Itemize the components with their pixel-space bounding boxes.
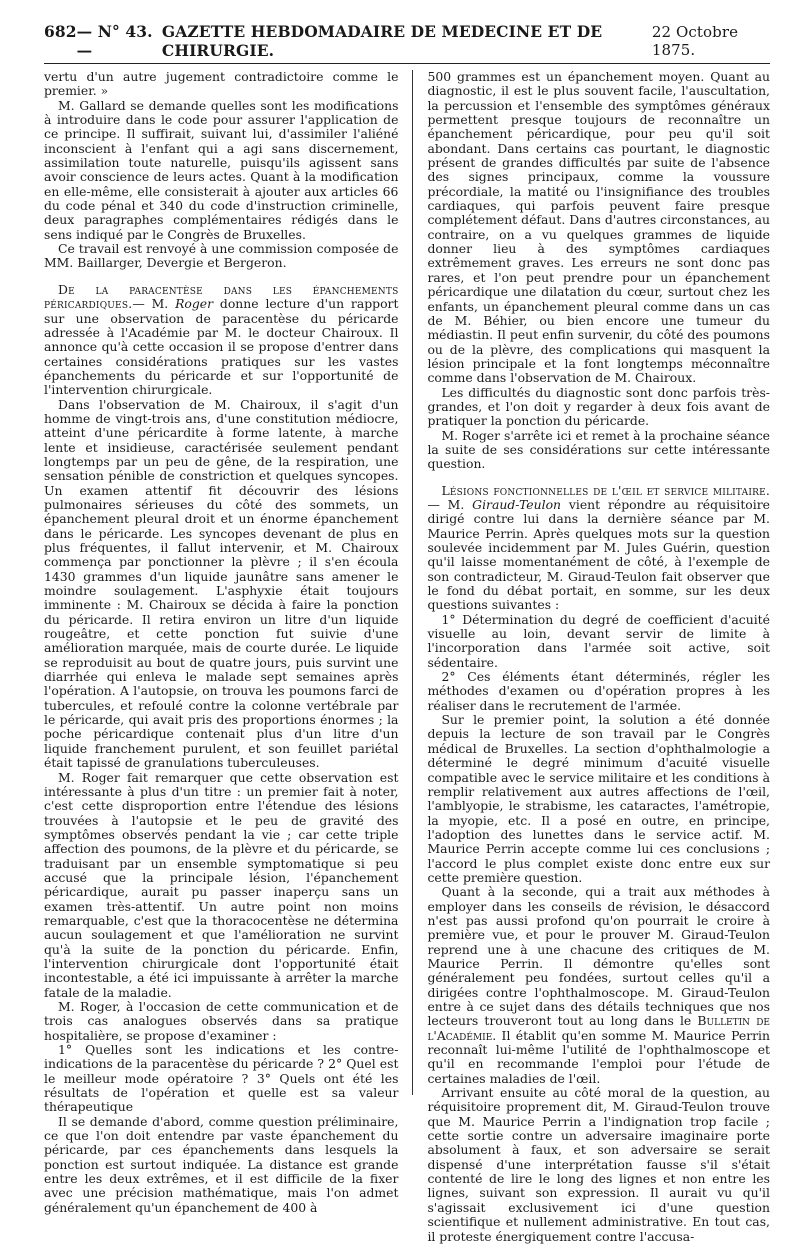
bulletin-reference: Bulletin de l'Académie — [427, 1013, 770, 1043]
section-title: De la paracentèse dans les épanchements péricardiques. — [44, 281, 399, 312]
paragraph: Sur le premier point, la solution a été donnée depuis la lecture de son travail par le Congrès médical de Bruxelles. La section d'ophthalmologie a déterminé le degré minimum d'acuité visuelle compatible avec le service militaire et les conditions à remplir relativement aux autres affections de l'œil, l'amblyopie, le strabisme, les cataractes, l'amétropie, la myopie, etc. Il a posé en outre, en principe, l'adoption des lunettes dans le service actif. M. Maurice Perrin accepte comme lui ces conclusions ; l'accord le plus complet existe donc entre eux sur cette première question. — [427, 712, 770, 885]
section-intro — [427, 484, 770, 613]
section-text: vient répondre au réquisitoire dirigé contre lui dans la dernière séance par M. Maurice Perrin. Après quelques mots sur la question soulevée incidemment par M. Jules Guérin, question qu'il laisse momentanément de côté, à l'exemple de son contradicteur, M. Giraud-Teulon fait observer que le fond du débat portait, en somme, sur les deux questions suivantes : — [427, 496, 770, 613]
paragraph: vertu d'un autre jugement contradictoire comme le premier. » — [44, 69, 399, 99]
paragraph: 500 grammes est un épanchement moyen. Quant au diagnostic, il est le plus souvent facile, l'auscultation, la percussion et l'ensemble des symptômes généraux permettent presque toujours de reconnaître un épanchement péricardique, pour peu qu'il soit abondant. Dans certains cas pourtant, le diagnostic présent de grandes difficultés par suite de l'absence des signes principaux, comme la voussure précordiale, la matité ou l'insignifiance des troubles cardiaques, qui parfois peuvent faire presque complétement défaut. Dans d'autres circonstances, au contraire, on a vu quelques grammes de liquide donner lieu à des symptômes cardiaques extrêmement graves. Les erreurs ne sont donc pas rares, et l'on peut prendre pour un épanchement péricardique une dilatation du cœur, surtout chez les enfants, un épanchement pleural comme dans un cas de M. Béhier, ou bien encore une tumeur du médiastin. Il peut enfin survenir, du côté des poumons ou de la plèvre, des complications qui masquent la lésion principale et la font longtemps méconnaître comme dans l'observation de M. Chairoux. — [427, 69, 770, 386]
column-divider — [412, 70, 413, 1095]
text-columns — [44, 69, 770, 1244]
section-text: donne lecture d'un rapport sur une observation de paracentèse du péricarde adressée à l'Académie par M. le docteur Chairoux. Il annonce qu'à cette occasion il se propose d'entrer dans certaines considérations pratiques sur les vastes épanchements du péricarde et sur l'opportunité de l'intervention chirurgicale. — [44, 296, 399, 398]
issue-date: 22 Octobre 1875. — [651, 23, 739, 59]
paragraph: M. Roger fait remarquer que cette observation est intéressante à plus d'un titre : un premier fait à noter, c'est cette disproportion entre l'étendue des lésions trouvées à l'autopsie et le peu de gravité des symptômes observés pendant la vie ; car cette triple affection des poumons, de la plèvre et du péricarde, se traduisant par un ensemble symptomatique si peu accusé que la principale lésion, l'épanchement péricardique, aurait pu passer inaperçu sans un examen très-attentif. Un autre point non moins remarquable, c'est que la thoracocentèse ne détermina aucun soulagement et que l'amélioration ne survint qu'à la suite de la ponction du péricarde. Enfin, l'intervention chirurgicale dont l'opportunité était incontestable, a été ici impuissante à arrêter la marche fatale de la maladie. — [44, 769, 399, 1000]
paragraph: 1° Détermination du degré de coefficient d'acuité visuelle au loin, devant servir de limite à l'incorporation dans l'armée soit active, soit sédentaire. — [427, 611, 770, 670]
page-number: 682 — [44, 22, 77, 41]
paragraph — [427, 885, 770, 1086]
section-dash: — M. — [427, 496, 473, 512]
right-column — [427, 69, 770, 1244]
paragraph-text: Quant à la seconde, qui a trait aux méthodes à employer dans les conseils de révision, le désaccord n'est pas aussi profond qu'on pourrait le croire à première vue, et pour le prouver M. Giraud-Teulon reprend une à une chacune des critiques de M. Maurice Perrin. Il démontre qu'elles sont généralement peu fondées, surtout celles qu'il a dirigées contre l'ophthalmoscope. M. Giraud-Teulon entre à ce sujet dans des détails techniques que nos lecteurs trouveront tout au long dans le — [427, 884, 770, 1029]
paragraph: Arrivant ensuite au côté moral de la question, au réquisitoire proprement dit, M. Giraud-Teulon trouve que M. Maurice Perrin a l'indignation trop facile ; cette sortie contre un adversaire imaginaire porte absolument à faux, et son adversaire se serait dispensé d'une interprétation fausse s'il s'était contenté de lire le long des lignes et non entre les lignes, suivant son expression. Il aurait vu qu'il s'agissait exclusivement ici d'une question scientifique et nullement administrative. En tout cas, il proteste énergiquement contre l'accusa- — [427, 1085, 770, 1244]
section-title: Lésions fonctionnelles de l'œil et service militaire. — [441, 482, 770, 498]
paragraph: Il se demande d'abord, comme question préliminaire, ce que l'on doit entendre par vaste épanchement du péricarde, par ces épanchements dans lesquels la ponction est surtout indiquée. La distance est grande entre les deux extrêmes, et il est difficile de la fixer avec une précision mathématique, mais l'on admet généralement qu'un épanchement de 400 à — [44, 1113, 399, 1215]
paragraph: Les difficultés du diagnostic sont donc parfois très-grandes, et l'on doit y regarder à deux fois avant de pratiquer la ponction du péricarde. — [427, 384, 770, 429]
paragraph: Dans l'observation de M. Chairoux, il s'agit d'un homme de vingt-trois ans, d'une constitution médiocre, atteint d'une péricardite à forme latente, à marche lente et insidieuse, caractérisée seulement pendant longtemps par un peu de gêne, de la respiration, une sensation pénible de constriction et quelques syncopes. Un examen attentif fit découvrir des lésions pulmonaires sérieuses du côté des sommets, un épanchement pleural droit et un énorme épanchement dans le péricarde. Les syncopes devenant de plus en plus fréquentes, il fallut intervenir, et M. Chairoux commença par ponctionner la plèvre ; il s'en écoula 1430 grammes d'un liquide jaunâtre sans amener le moindre soulagement. L'asphyxie était toujours imminente : M. Chairoux se décida à faire la ponction du péricarde. Il retira environ un litre d'un liquide rougeâtre, et cette ponction fut suivie d'une amélioration marquée, mais de courte durée. Le liquide se reproduisit au bout de quatre jours, puis survint une diarrhée qui enleva le malade sept semaines après l'opération. A l'autopsie, on trouva les poumons farci de tubercules, et refoulé contre la colonne vertébrale par le péricarde, qui avait pris des proportions énormes ; la poche péricardique contenait plus d'un litre d'un liquide franchement purulent, et son feuillet pariétal était tapissé de granulations tuberculeuses. — [44, 396, 399, 771]
paragraph: M. Gallard se demande quelles sont les modifications à introduire dans le code pour assurer l'application de ce principe. Il suffirait, suivant lui, d'assimiler l'aliéné inconscient à l'enfant qui a agi sans discernement, assimilation toute naturelle, puisqu'ils agissent sans avoir conscience de leurs actes. Quant à la modification en elle-même, elle consisterait à ajouter aux articles 66 du code pénal et 340 du code d'instruction criminelle, deux paragraphes complémentaires rédigés dans le sens indiqué par le Congrès de Bruxelles. — [44, 97, 399, 242]
paragraph: Ce travail est renvoyé à une commission composée de MM. Baillarger, Devergie et Bergeron. — [44, 241, 399, 271]
speaker-name: Giraud-Teulon — [472, 496, 562, 512]
left-column — [44, 69, 399, 1215]
paragraph: 2° Ces éléments étant déterminés, régler les méthodes d'examen ou d'opération propres à les réaliser dans le recrutement de l'armée. — [427, 669, 770, 713]
speaker-name: Roger — [175, 296, 214, 312]
paragraph: M. Roger s'arrête ici et remet à la prochaine séance la suite de ses considérations sur cette intéressante question. — [427, 427, 770, 472]
paragraph: M. Roger, à l'occasion de cette communication et de trois cas analogues observés dans sa pratique hospitalière, se propose d'examiner : — [44, 999, 399, 1043]
paragraph-text: . Il établit qu'en somme M. Maurice Perrin reconnaît lui-même l'utilité de l'ophthalmoscope et qu'il en recommande l'emploi pour l'étude de certaines maladies de l'œil. — [427, 1027, 770, 1086]
section-dash: — M. — [132, 296, 176, 312]
issue-number: — N° 43. — — [76, 22, 153, 60]
journal-title: GAZETTE HEBDOMADAIRE DE MEDECINE ET DE CHIRURGIE. — [161, 22, 603, 60]
page-header — [44, 22, 770, 64]
paragraph: 1° Quelles sont les indications et les contre-indications de la paracentèse du péricarde ? 2° Quel est le meilleur mode opératoire ? 3° Quels ont été les résultats de l'opération et quelle est sa valeur thérapeutique — [44, 1042, 399, 1115]
section-intro — [44, 283, 398, 398]
